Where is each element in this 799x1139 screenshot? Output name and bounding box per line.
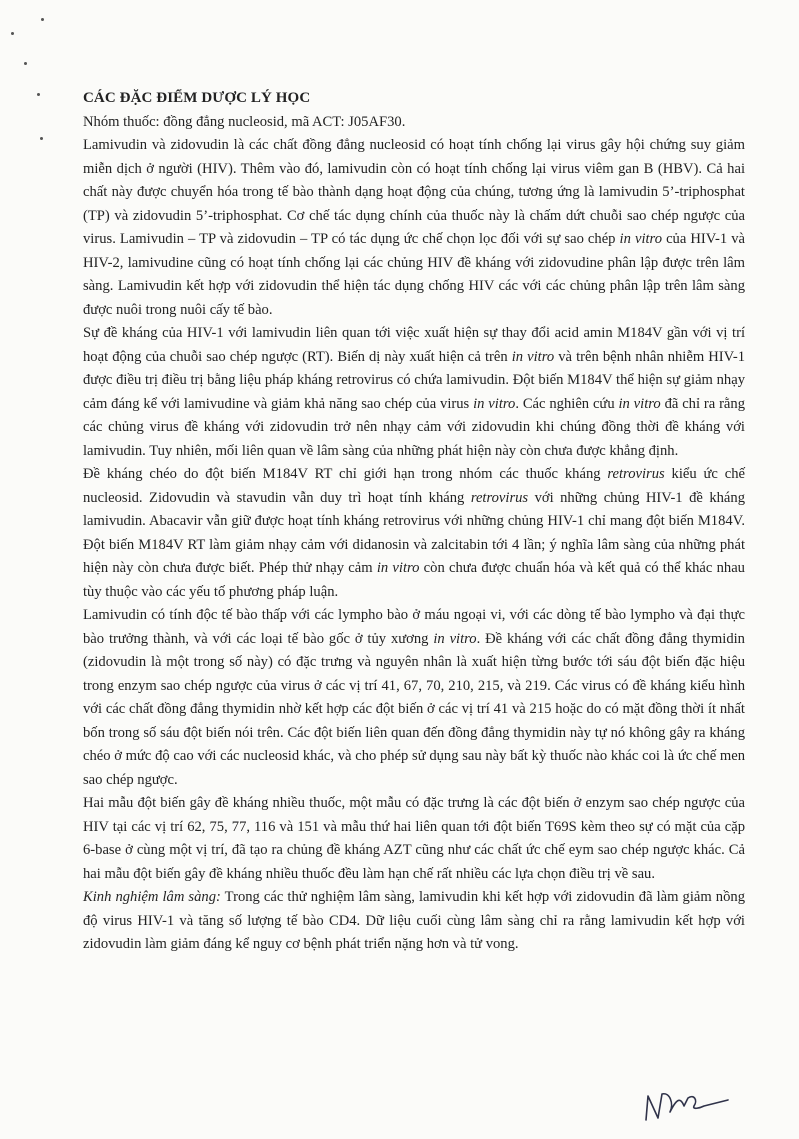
paragraph-cross-resistance: Đề kháng chéo do đột biến M184V RT chỉ giới hạn trong nhóm các thuốc kháng retrovirus kiểu ức chế nucleosid. Zidovudin và stavudin vẫn duy trì hoạt tính kháng retrovirus với những chủng HIV-1 đề kháng lamivudin. Abacavir vẫn giữ được hoạt tính kháng retrovirus với những chủng HIV-1 chỉ mang đột biến M184V. Đột biến M184V RT làm giảm nhạy cảm với didanosin và zalcitabin tới 4 lần; ý nghĩa lâm sàng của những phát hiện này còn chưa được biết. Phép thử nhạy cảm in vitro còn chưa được chuẩn hóa và kết quả có thể khác nhau tùy thuộc vào các yếu tố phương pháp luận. <box>83 466 745 600</box>
paragraph-clinical-experience: Kinh nghiệm lâm sàng: Trong các thử nghiệm lâm sàng, lamivudin khi kết hợp với zidovudin đã làm giảm nồng độ virus HIV-1 và tăng số lượng tế bào CD4. Dữ liệu cuối cùng lâm sàng chỉ ra rằng lamivudin kết hợp với zidovudin làm giảm đáng kể nguy cơ bệnh phát triển nặng hơn và tử vong. <box>83 889 745 952</box>
margin-speck <box>41 18 44 21</box>
margin-speck <box>24 62 27 65</box>
margin-speck <box>37 93 40 96</box>
paragraph-cytotoxicity: Lamivudin có tính độc tế bào thấp với các lympho bào ở máu ngoại vi, với các dòng tế bào lympho và đại thực bào trưởng thành, và với các loại tế bào gốc ở tủy xương in vitro. Đề kháng với các chất đồng đẳng thymidin (zidovudin là một trong số này) có đặc trưng và nguyên nhân là xuất hiện từng bước tới sáu đột biến đặc hiệu trong enzym sao chép ngược của virus ở các vị trí 41, 67, 70, 210, 215, và 219. Các virus có đề kháng kiểu hình với các chất đồng đẳng thymidin nhờ kết hợp các đột biến ở các vị trí 41 và 215 hoặc do có mặt đồng thời ít nhất bốn trong số sáu đột biến nói trên. Các đột biến liên quan đến đồng đẳng thymidin này tự nó không gây ra kháng chéo ở mức độ cao với các nucleosid khác, và cho phép sử dụng sau này bất kỳ thuốc nào khác coi là ức chế men sao chép ngược. <box>83 607 745 788</box>
drug-group-line: Nhóm thuốc: đồng đẳng nucleosid, mã ACT: J05AF30. <box>83 113 406 130</box>
paragraph-mechanism: Lamivudin và zidovudin là các chất đồng đẳng nucleosid có hoạt tính chống lại virus gây hội chứng suy giảm miễn dịch ở người (HIV). Thêm vào đó, lamivudin còn có hoạt tính chống lại virus viêm gan B (HBV). Cả hai chất này được chuyển hóa trong tế bào thành dạng hoạt động của chúng, tương ứng là lamivudin 5’-triphosphat (TP) và zidovudin 5’-triphosphat. Cơ chế tác dụng chính của thuốc này là chấm dứt chuỗi sao chép ngược của virus. Lamivudin – TP và zidovudin – TP có tác dụng ức chế chọn lọc đối với sự sao chép in vitro của HIV-1 và HIV-2, lamivudine cũng có hoạt tính chống lại các chủng HIV đề kháng với zidovudine phân lập được trên lâm sàng. Lamivudin kết hợp với zidovudin thể hiện tác dụng chống HIV các với các chủng phân lập trên lâm sàng được nuôi trong nuôi cấy tế bào. <box>83 137 745 318</box>
document-body <box>83 87 745 957</box>
section-heading: CÁC ĐẶC ĐIỂM DƯỢC LÝ HỌC <box>83 90 311 106</box>
margin-speck <box>11 32 14 35</box>
margin-speck <box>40 137 43 140</box>
paragraph-multidrug-resistance: Hai mẫu đột biến gây đề kháng nhiều thuốc, một mẫu có đặc trưng là các đột biến ở enzym sao chép ngược của HIV tại các vị trí 62, 75, 77, 116 và 151 và mẫu thứ hai liên quan tới đột biến T69S kèm theo sự có mặt của cặp 6-base ở cùng một vị trí, đã tạo ra chủng đề kháng AZT cũng như các chất ức chế eym sao chép ngược khác. Cả hai mẫu đột biến gây đề kháng nhiều thuốc đều làm hạn chế rất nhiều các lựa chọn điều trị về sau. <box>83 795 745 882</box>
paragraph-resistance: Sự đề kháng của HIV-1 với lamivudin liên quan tới việc xuất hiện sự thay đổi acid amin M184V gần với vị trí hoạt động của chuỗi sao chép ngược (RT). Biến dị này xuất hiện cả trên in vitro và trên bệnh nhân nhiễm HIV-1 được điều trị điều trị bằng liệu pháp kháng retrovirus có chứa lamivudin. Đột biến M184V thể hiện sự giảm nhạy cảm đáng kể với lamivudine và giảm khả năng sao chép của virus in vitro. Các nghiên cứu in vitro đã chỉ ra rằng các chủng virus đề kháng với zidovudin trở nên nhạy cảm với zidovudin khi chúng đồng thời đề kháng với lamivudin. Tuy nhiên, mối liên quan về lâm sàng của những phát hiện này còn chưa được khẳng định. <box>83 325 746 459</box>
handwritten-initials <box>640 1082 735 1127</box>
